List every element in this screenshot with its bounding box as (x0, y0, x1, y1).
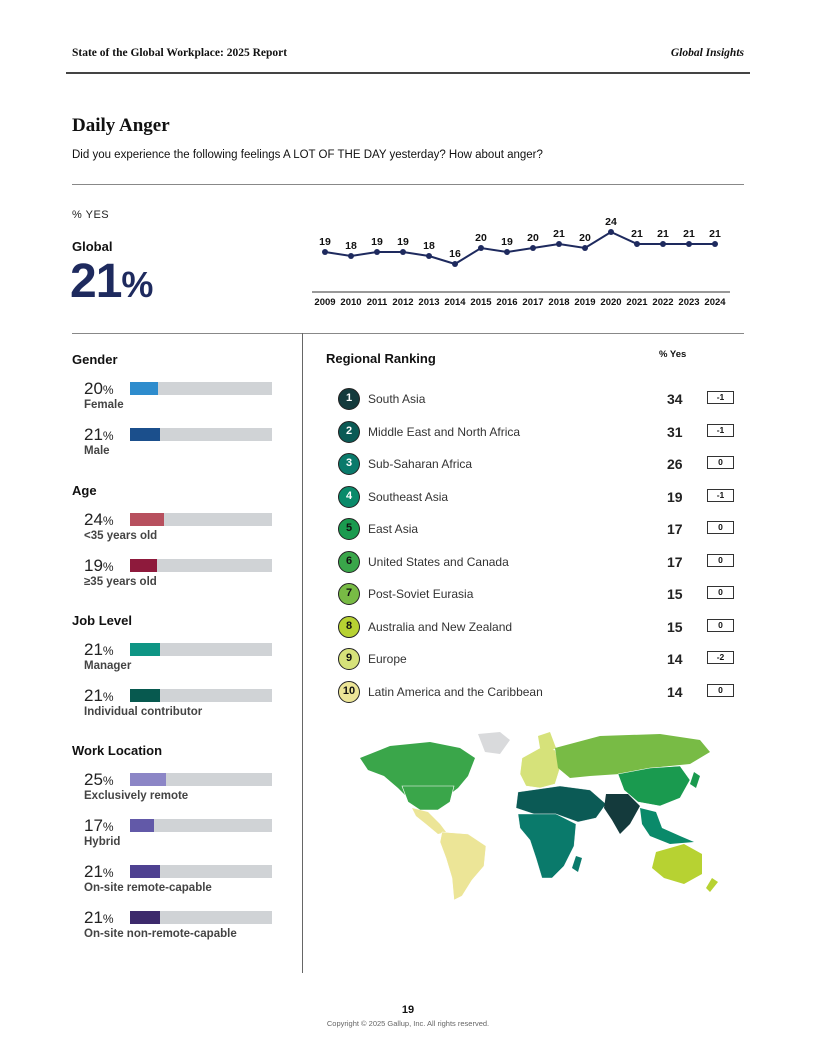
rank-badge: 3 (338, 453, 360, 475)
demo-value (84, 686, 114, 706)
region-change-box: -1 (707, 391, 734, 404)
region-name: United States and Canada (368, 554, 509, 569)
region-value: 14 (667, 683, 683, 700)
trend-data-label: 21 (683, 228, 695, 240)
copyright: Copyright © 2025 Gallup, Inc. All rights reserved. (326, 1019, 490, 1028)
demo-bar-fill (130, 559, 157, 572)
trend-point (452, 261, 458, 267)
map-southeast-asia (640, 808, 694, 844)
demo-number: 21 (84, 686, 103, 705)
demo-number: 21 (84, 908, 103, 927)
demo-bar-track (130, 911, 272, 924)
trend-point (504, 249, 510, 255)
section-name: Global Insights (670, 47, 744, 59)
map-madagascar (572, 856, 582, 872)
trend-line-chart (312, 212, 732, 312)
trend-point (660, 241, 666, 247)
demo-label: Male (84, 445, 110, 457)
demo-bar-fill (130, 773, 166, 786)
demo-bar-track (130, 513, 272, 526)
region-value: 26 (667, 456, 683, 472)
trend-point (686, 241, 692, 247)
page-number: 19 (401, 1004, 415, 1016)
trend-data-label: 16 (449, 248, 461, 260)
demo-number: 24 (84, 510, 103, 529)
map-sub-saharan-africa (518, 814, 576, 878)
regional-ranking-title: Regional Ranking (326, 351, 436, 366)
global-divider (72, 333, 744, 334)
region-value: 19 (667, 488, 683, 505)
region-name: Southeast Asia (368, 489, 449, 504)
trend-data-label: 21 (553, 228, 565, 240)
demo-bar-track (130, 559, 272, 572)
map-australia (652, 844, 702, 884)
demo-unit: % (102, 912, 114, 926)
survey-question: Did you experience the following feelings A LOT OF THE DAY yesterday? How about anger? (72, 149, 543, 161)
demo-value (84, 816, 114, 836)
demo-value (84, 425, 114, 445)
region-value: 34 (667, 391, 683, 407)
trend-data-label: 19 (319, 236, 331, 248)
column-divider (302, 333, 303, 973)
page-title: Daily Anger (72, 115, 170, 136)
demo-unit: % (102, 774, 114, 788)
demo-bar-track (130, 689, 272, 702)
trend-x-tick-label: 2009 (314, 297, 336, 308)
age-heading: Age (72, 483, 97, 498)
yes-label: % YES (72, 209, 110, 221)
demo-unit: % (102, 690, 114, 704)
rank-badge: 4 (338, 486, 360, 508)
demo-label: Female (84, 399, 124, 411)
region-change-box: 0 (707, 521, 734, 534)
trend-x-tick-label: 2022 (652, 297, 674, 308)
global-value (70, 254, 152, 309)
demo-bar-fill (130, 819, 154, 832)
global-number: 21 (70, 255, 122, 308)
trend-data-label: 19 (397, 236, 409, 248)
trend-x-tick-label: 2017 (522, 297, 544, 308)
trend-data-label: 20 (527, 232, 539, 244)
demo-unit: % (102, 866, 114, 880)
region-value: 15 (667, 586, 683, 602)
demo-bar-track (130, 819, 272, 832)
demo-number: 17 (84, 816, 103, 835)
demo-bar-fill (130, 428, 160, 441)
demo-value (84, 770, 114, 790)
demo-label: Manager (84, 660, 132, 672)
yes-column-header: % Yes (659, 349, 687, 360)
region-value: 17 (667, 553, 683, 570)
demo-bar-track (130, 643, 272, 656)
trend-data-label: 19 (371, 236, 383, 248)
trend-data-label: 19 (501, 236, 513, 248)
map-south-america (440, 832, 486, 900)
trend-point (556, 241, 562, 247)
region-value: 17 (667, 521, 683, 537)
rank-badge: 8 (338, 616, 360, 638)
trend-point (634, 241, 640, 247)
trend-x-tick-label: 2012 (392, 297, 414, 308)
rank-badge: 9 (338, 648, 360, 670)
demo-bar-fill (130, 689, 160, 702)
trend-point (608, 229, 614, 235)
map-south-asia (604, 794, 640, 834)
demo-bar-fill (130, 643, 160, 656)
rank-badge: 7 (338, 583, 360, 605)
map-europe (520, 748, 560, 788)
trend-x-tick-label: 2024 (704, 297, 726, 308)
demo-label: Hybrid (84, 836, 121, 848)
demo-unit: % (102, 644, 114, 658)
job-level-heading: Job Level (72, 613, 132, 628)
trend-x-tick-label: 2018 (548, 297, 570, 308)
trend-point (530, 245, 536, 251)
trend-x-tick-label: 2010 (340, 297, 362, 308)
demo-unit: % (102, 514, 114, 528)
trend-x-tick-label: 2015 (470, 297, 492, 308)
rank-badge: 2 (338, 421, 360, 443)
region-change-box: 0 (707, 554, 734, 567)
map-central-america (412, 808, 446, 834)
report-title: State of the Global Workplace: 2025 Report (72, 47, 288, 59)
trend-point (582, 245, 588, 251)
rank-badge: 10 (338, 681, 360, 703)
gender-heading: Gender (72, 352, 118, 367)
region-name: Post-Soviet Eurasia (368, 587, 474, 601)
region-name: Australia and New Zealand (368, 619, 513, 634)
demo-number: 21 (84, 425, 103, 444)
demo-value (84, 510, 114, 530)
demo-label: <35 years old (84, 530, 158, 542)
trend-data-label: 21 (657, 228, 669, 240)
demo-number: 21 (84, 640, 103, 659)
region-name: Sub-Saharan Africa (368, 457, 473, 471)
region-change-box: 0 (707, 684, 734, 697)
global-label: Global (72, 239, 113, 254)
trend-x-tick-label: 2014 (444, 297, 466, 308)
trend-data-label: 21 (709, 228, 721, 240)
map-greenland (478, 732, 510, 754)
demo-unit: % (102, 383, 114, 397)
demo-bar-track (130, 382, 272, 395)
trend-data-label: 18 (423, 240, 435, 252)
demo-label: ≥35 years old (84, 576, 157, 588)
trend-x-tick-label: 2011 (366, 297, 388, 308)
rank-badge: 6 (338, 551, 360, 573)
demo-unit: % (102, 820, 114, 834)
demo-unit: % (102, 429, 114, 443)
trend-data-label: 24 (605, 216, 617, 228)
demo-value (84, 556, 114, 576)
demo-bar-track (130, 865, 272, 878)
demo-value (84, 862, 114, 882)
demo-number: 20 (84, 379, 103, 398)
trend-point (478, 245, 484, 251)
region-change-box: -1 (707, 489, 734, 502)
demo-label: On-site remote-capable (84, 882, 212, 894)
trend-data-label: 20 (475, 232, 487, 244)
demo-bar-fill (130, 382, 158, 395)
map-japan (690, 772, 700, 788)
trend-x-tick-label: 2023 (678, 297, 700, 308)
region-name: South Asia (368, 392, 426, 406)
region-name: Latin America and the Caribbean (368, 684, 543, 699)
demo-bar-track (130, 773, 272, 786)
demo-bar-fill (130, 911, 160, 924)
trend-point (712, 241, 718, 247)
trend-point (426, 253, 432, 259)
region-name: Middle East and North Africa (368, 424, 521, 439)
global-unit: % (121, 264, 153, 305)
demo-number: 21 (84, 862, 103, 881)
title-divider (72, 184, 744, 185)
trend-point (374, 249, 380, 255)
region-value: 31 (667, 423, 683, 440)
rank-badge: 1 (338, 388, 360, 410)
demo-number: 19 (84, 556, 103, 575)
demo-bar-fill (130, 513, 164, 526)
trend-x-tick-label: 2021 (626, 297, 648, 308)
map-usa (402, 786, 454, 810)
region-change-box: -2 (707, 651, 734, 664)
demo-label: Exclusively remote (84, 790, 189, 802)
header-divider (66, 72, 750, 74)
demo-label: On-site non-remote-capable (84, 928, 237, 940)
trend-point (348, 253, 354, 259)
trend-data-label: 20 (579, 232, 591, 244)
demo-bar-fill (130, 865, 160, 878)
demo-value (84, 908, 114, 928)
trend-data-label: 21 (631, 228, 643, 240)
trend-x-tick-label: 2013 (418, 297, 440, 308)
trend-x-tick-label: 2019 (574, 297, 596, 308)
trend-point (322, 249, 328, 255)
region-change-box: 0 (707, 456, 734, 469)
trend-x-tick-label: 2020 (600, 297, 622, 308)
region-name: East Asia (368, 522, 419, 536)
world-map (350, 728, 730, 903)
region-value: 15 (667, 618, 683, 635)
trend-data-label: 18 (345, 240, 357, 252)
demo-label: Individual contributor (84, 706, 203, 718)
region-change-box: 0 (707, 586, 734, 599)
demo-value (84, 640, 114, 660)
region-name: Europe (368, 652, 407, 666)
region-change-box: -1 (707, 424, 734, 437)
demo-bar-track (130, 428, 272, 441)
work-location-heading: Work Location (72, 743, 163, 758)
region-value: 14 (667, 651, 683, 667)
rank-badge: 5 (338, 518, 360, 540)
map-new-zealand (706, 878, 718, 892)
demo-value (84, 379, 114, 399)
trend-x-tick-label: 2016 (496, 297, 518, 308)
demo-unit: % (102, 560, 114, 574)
trend-point (400, 249, 406, 255)
region-change-box: 0 (707, 619, 734, 632)
demo-number: 25 (84, 770, 103, 789)
